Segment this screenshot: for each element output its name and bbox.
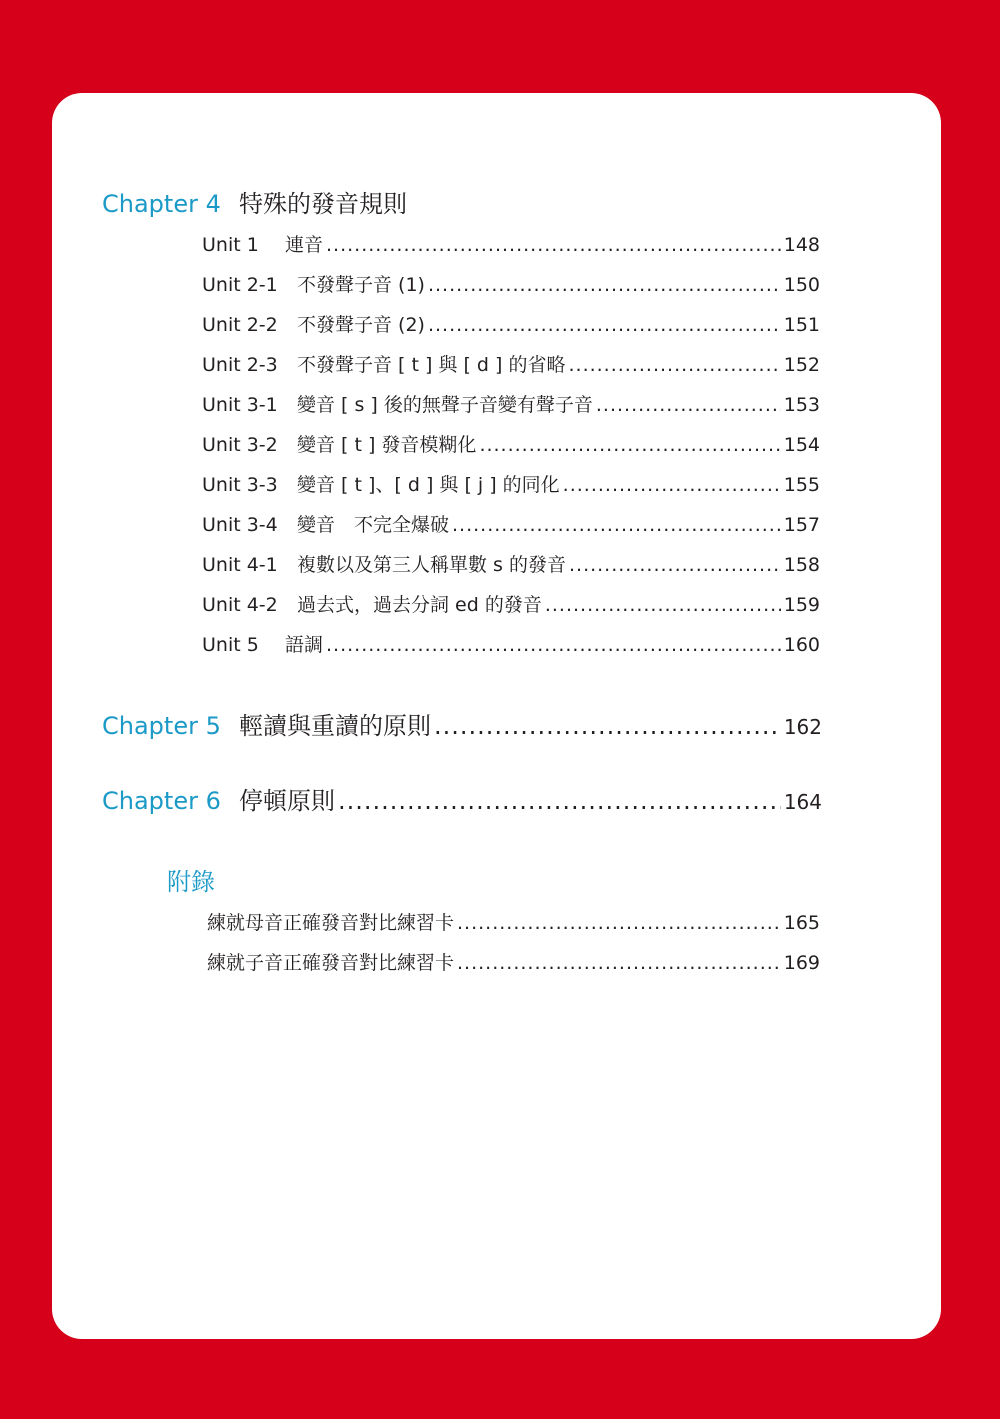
chapter-6-entry[interactable] [102, 781, 822, 816]
toc-entry[interactable] [202, 390, 820, 417]
page-number: 169 [783, 952, 820, 974]
chapter-number: Chapter 4 [102, 190, 221, 218]
toc-entry[interactable] [202, 590, 820, 617]
unit-title: 語調 [285, 634, 324, 656]
unit-number: Unit 1 [202, 234, 259, 256]
dot-leader [457, 912, 781, 934]
chapter-number: Chapter 5 [102, 712, 221, 740]
dot-leader [457, 952, 781, 974]
chapter-number: Chapter 6 [102, 787, 221, 815]
toc-entry[interactable] [207, 948, 820, 975]
unit-title: 連音 [285, 234, 324, 256]
toc-entry[interactable] [202, 230, 820, 257]
unit-title: 複數以及第三人稱單數 s 的發音 [297, 554, 566, 576]
unit-number: Unit 3-2 [202, 434, 278, 456]
toc-entry[interactable] [202, 630, 820, 657]
chapter-title: 輕讀與重讀的原則 [239, 712, 431, 740]
page-number: 160 [783, 634, 820, 656]
dot-leader [434, 712, 781, 740]
dot-leader [428, 314, 781, 336]
appendix-heading: 附錄 [167, 868, 215, 896]
page-number: 158 [783, 554, 820, 576]
unit-title: 不發聲子音 [ t ] 與 [ d ] 的省略 [297, 354, 566, 376]
unit-title: 過去式，過去分詞 ed 的發音 [297, 594, 542, 616]
page-number: 157 [783, 514, 820, 536]
appendix-item-title: 練就母音正確發音對比練習卡 [207, 912, 455, 934]
dot-leader [596, 394, 781, 416]
unit-number: Unit 2-3 [202, 354, 278, 376]
page-number: 164 [783, 790, 822, 814]
unit-number: Unit 3-1 [202, 394, 278, 416]
toc-entry[interactable] [202, 430, 820, 457]
page-number: 165 [783, 912, 820, 934]
dot-leader [479, 434, 780, 456]
dot-leader [338, 787, 781, 815]
page-number: 153 [783, 394, 820, 416]
dot-leader [545, 594, 781, 616]
dot-leader [326, 634, 781, 656]
unit-number: Unit 3-4 [202, 514, 278, 536]
dot-leader [452, 514, 781, 536]
toc-entry[interactable] [202, 270, 820, 297]
unit-title: 變音 [ s ] 後的無聲子音變有聲子音 [297, 394, 593, 416]
unit-title: 變音 [ t ] 發音模糊化 [297, 434, 477, 456]
chapter-5-entry[interactable] [102, 706, 822, 741]
chapter-title: 特殊的發音規則 [239, 190, 407, 218]
unit-title: 不發聲子音 (1) [297, 274, 425, 296]
dot-leader [563, 474, 781, 496]
page-number: 152 [783, 354, 820, 376]
unit-title: 變音 [ t ]、[ d ] 與 [ j ] 的同化 [297, 474, 560, 496]
unit-number: Unit 2-1 [202, 274, 278, 296]
toc-entry[interactable] [202, 310, 820, 337]
unit-number: Unit 3-3 [202, 474, 278, 496]
dot-leader [326, 234, 781, 256]
toc-entry[interactable] [202, 550, 820, 577]
page-number: 154 [783, 434, 820, 456]
page-number: 151 [783, 314, 820, 336]
page-number: 155 [783, 474, 820, 496]
toc-entry[interactable] [202, 470, 820, 497]
unit-number: Unit 4-2 [202, 594, 278, 616]
chapter-4-heading [102, 184, 822, 219]
page-number: 159 [783, 594, 820, 616]
unit-number: Unit 4-1 [202, 554, 278, 576]
page-number: 162 [783, 715, 822, 739]
page-number: 150 [783, 274, 820, 296]
dot-leader [568, 354, 780, 376]
unit-number: Unit 2-2 [202, 314, 278, 336]
toc-entry[interactable] [207, 908, 820, 935]
appendix-item-title: 練就子音正確發音對比練習卡 [207, 952, 455, 974]
toc-entry[interactable] [202, 350, 820, 377]
unit-title: 變音 不完全爆破 [297, 514, 450, 536]
toc-entry[interactable] [202, 510, 820, 537]
chapter-title: 停頓原則 [239, 787, 335, 815]
unit-title: 不發聲子音 (2) [297, 314, 425, 336]
dot-leader [569, 554, 781, 576]
dot-leader [428, 274, 781, 296]
unit-number: Unit 5 [202, 634, 259, 656]
page-number: 148 [783, 234, 820, 256]
